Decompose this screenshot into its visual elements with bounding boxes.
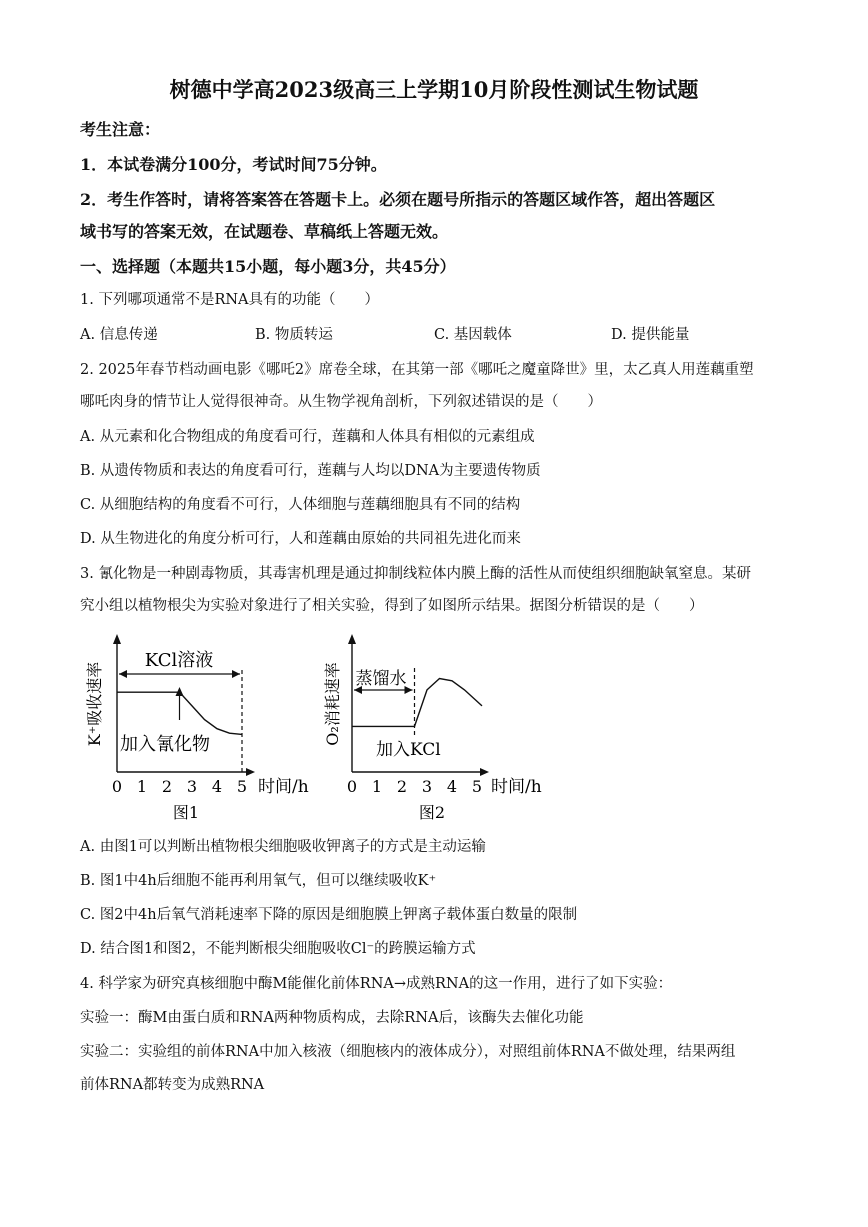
- fig1-annotation: 加入氰化物: [120, 734, 210, 755]
- q4-experiment-2-line-2: 前体RNA都转变为成熟RNA: [80, 1077, 265, 1093]
- q2-stem-line-2: 哪吒肉身的情节让人觉得很神奇。从生物学视角剖析，下列叙述错误的是（ ）: [80, 394, 602, 410]
- fig1-x-label: 时间/h: [258, 777, 309, 797]
- fig1-tick-label: 3: [186, 777, 198, 796]
- q4-experiment-2-line-1: 实验二：实验组的前体RNA中加入核液（细胞核内的液体成分），对照组前体RNA不做处理，结果两组: [80, 1044, 736, 1060]
- fig2-tick-label: 1: [371, 777, 383, 796]
- fig2-y-arrow: [348, 634, 356, 644]
- fig1-bracket: [119, 670, 240, 678]
- fig1-x-arrow: [246, 768, 255, 776]
- fig1-tick-label: 5: [236, 777, 248, 796]
- notice-item-1: 1．本试卷满分100分，考试时间75分钟。: [80, 155, 387, 174]
- q2-stem-line-1: 2. 2025年春节档动画电影《哪吒2》席卷全球，在其第一部《哪吒之魔童降世》里，太乙真人用莲藕重塑: [80, 362, 754, 378]
- notice-item-2-line-2: 域书写的答案无效，在试题卷、草稿纸上答题无效。: [80, 222, 449, 241]
- fig1-tick-label: 4: [211, 777, 223, 796]
- q1-option-a: A. 信息传递: [80, 327, 158, 343]
- fig2-tick-label: 3: [421, 777, 433, 796]
- notice-item-2-line-1: 2．考生作答时，请将答案答在答题卡上。必须在题号所指示的答题区域作答，超出答题区: [80, 190, 716, 209]
- page-title: 树德中学高2023级高三上学期10月阶段性测试生物试题: [169, 77, 699, 102]
- q1-option-c: C. 基因载体: [434, 327, 512, 343]
- fig2-tick-label: 2: [396, 777, 408, 796]
- q3-option-b: B. 图1中4h后细胞不能再利用氧气，但可以继续吸收K⁺: [80, 873, 437, 889]
- section-heading: 一、选择题（本题共15小题，每小题3分，共45分）: [80, 257, 456, 276]
- q1-option-b: B. 物质转运: [255, 327, 333, 343]
- q2-option-d: D. 从生物进化的角度分析可行，人和莲藕由原始的共同祖先进化而来: [80, 531, 521, 547]
- fig2-tick-label: 0: [346, 777, 358, 796]
- fig1-y-label: K⁺吸收速率: [85, 661, 104, 747]
- figure-2-chart: [318, 632, 563, 827]
- fig2-caption: 图2: [418, 803, 446, 822]
- fig2-x-arrow: [480, 768, 489, 776]
- fig1-caption: 图1: [172, 803, 200, 822]
- fig1-tick-label: 1: [136, 777, 148, 796]
- fig1-y-arrow: [113, 634, 121, 644]
- q3-option-a: A. 由图1可以判断出植物根尖细胞吸收钾离子的方式是主动运输: [80, 839, 486, 855]
- fig2-y-label: O₂消耗速率: [323, 662, 342, 746]
- fig2-bracket-label: 蒸馏水: [355, 669, 407, 689]
- fig1-x-ticks: [112, 777, 247, 796]
- q3-stem-line-2: 究小组以植物根尖为实验对象进行了相关实验，得到了如图所示结果。据图分析错误的是（ ）: [80, 598, 704, 614]
- fig1-tick-label: 0: [111, 777, 123, 796]
- notice-heading: 考生注意：: [80, 120, 161, 139]
- fig2-x-ticks: [347, 777, 482, 796]
- fig2-tick-label: 5: [471, 777, 483, 796]
- q3-option-c: C. 图2中4h后氧气消耗速率下降的原因是细胞膜上钾离子载体蛋白数量的限制: [80, 907, 578, 923]
- fig2-tick-label: 4: [446, 777, 458, 796]
- q1-option-d: D. 提供能量: [611, 327, 690, 343]
- q3-stem-line-1: 3. 氰化物是一种剧毒物质，其毒害机理是通过抑制线粒体内膜上酶的活性从而使组织细胞缺氧窒息。某研: [80, 566, 751, 582]
- q1-stem: 1. 下列哪项通常不是RNA具有的功能（ ）: [80, 292, 380, 308]
- fig1-tick-label: 2: [161, 777, 173, 796]
- fig2-annotation: 加入KCl: [376, 740, 441, 760]
- q2-option-a: A. 从元素和化合物组成的角度看可行，莲藕和人体具有相似的元素组成: [80, 429, 535, 445]
- fig1-bracket-label: KCl溶液: [144, 650, 214, 671]
- q3-option-d: D. 结合图1和图2，不能判断根尖细胞吸收Cl⁻的跨膜运输方式: [80, 941, 476, 957]
- q2-option-c: C. 从细胞结构的角度看不可行，人体细胞与莲藕细胞具有不同的结构: [80, 497, 521, 513]
- q4-experiment-1: 实验一：酶M由蛋白质和RNA两种物质构成，去除RNA后，该酶失去催化功能: [80, 1010, 584, 1026]
- q4-stem: 4. 科学家为研究真核细胞中酶M能催化前体RNA→成熟RNA的这一作用，进行了如下实验：: [80, 976, 673, 992]
- q2-option-b: B. 从遗传物质和表达的角度看可行，莲藕与人均以DNA为主要遗传物质: [80, 463, 541, 479]
- figure-1-chart: [80, 632, 325, 827]
- fig2-x-label: 时间/h: [491, 777, 542, 797]
